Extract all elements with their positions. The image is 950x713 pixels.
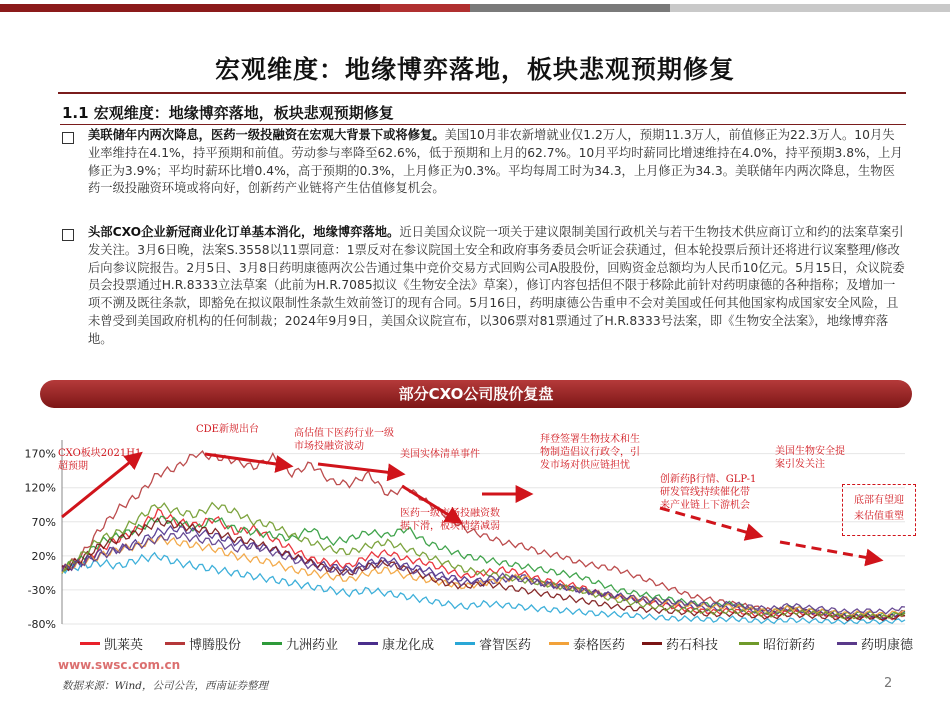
legend-swatch (739, 642, 759, 645)
annotation-box-line-2: 来估值重塑 (854, 511, 904, 522)
series-line-2 (62, 451, 905, 620)
legend-swatch (358, 642, 378, 645)
annotation-arrow (318, 464, 402, 474)
annotation-arrows (62, 454, 880, 560)
title-divider (58, 92, 906, 94)
y-tick-label: -30% (27, 583, 56, 597)
bullet-2-text: 近日美国众议院一项关于建议限制美国行政机关与若干生物技术供应商订立和约的法案草案引发关注。3月6日晚，法案S.3558以11票同意：1票反对在参议院国土安全和政府事务委员会听证会获通过，但本轮投票后预计还将进行议案整理/修改后向参议院报告。2月5日、3月8日药明康德两次公告通过集中竞价交易方式回购公司A股股份，回购资金总额均为人民币10亿元。5月15日，众议院委员会投票通过H.R.8333立法草案（此前为H.R.7085拟议《生物安全法》草案），修订内容包括但不限于移除此前针对药明康德的各种指称；及增加一项不溯及既往条款，即豁免在拟议限制性条款生效前签订的现有合同。5月16日，药明康德公告重申不会对美国或任何其他国家构成国家安全风险，且未曾受到美国政府机构的任何制裁；2024年9月9日，美国众议院宣布，以306票对81票通过了H.R.8333号法案，即《生物安全法案》，地缘博弈落地。 (88, 225, 905, 346)
annotation-text: 超预期 (58, 461, 88, 472)
section-subtitle: 1.1 宏观维度：地缘博弈落地，板块悲观预期修复 (62, 104, 394, 122)
legend-item (358, 634, 434, 653)
legend-item (739, 634, 815, 653)
y-tick-label: 20% (31, 549, 56, 563)
legend-item (455, 634, 531, 653)
page-title: 宏观维度：地缘博弈落地，板块悲观预期修复 (214, 55, 735, 84)
chart-banner: 部分CXO公司股价复盘 (40, 380, 912, 408)
bullet-checkbox-icon (62, 229, 74, 241)
y-tick-label: 170% (24, 447, 56, 461)
page-number: 2 (884, 676, 893, 691)
subtitle-underline (60, 124, 906, 125)
annotation-text: CXO板块2021H1 (58, 448, 142, 459)
website-watermark: www.swsc.com.cn (58, 658, 181, 672)
bullet-2-lead: 头部CXO企业新冠商业化订单基本消化，地缘博弈落地。 (88, 225, 400, 239)
legend-item (165, 634, 241, 653)
annotation-text: 物制造倡议行政令，引 (540, 447, 640, 458)
legend-item (80, 634, 143, 653)
annotation-text: 发市场对供应链担忧 (540, 460, 630, 471)
bullet-paragraph-2 (88, 224, 906, 349)
legend-swatch (549, 642, 569, 645)
y-tick-label: -80% (27, 618, 56, 631)
bullet-checkbox-icon (62, 132, 74, 144)
legend-label: 昭衍新药 (763, 638, 816, 653)
annotation-text: 拜登签署生物技术和生 (540, 434, 640, 445)
annotation-arrow (780, 542, 880, 560)
annotation-text: 美国实体清单事件 (400, 449, 480, 460)
legend-item (837, 634, 913, 653)
annotation-text: CDE新规出台 (196, 424, 259, 435)
annotation-text: 案引发关注 (775, 459, 825, 470)
legend-label: 凯莱英 (104, 638, 144, 653)
chart-legend (80, 634, 930, 656)
annotation-text: 高估值下医药行业一级 (294, 428, 394, 439)
bullet-1-lead: 美联储年内两次降息，医药一级投融资在宏观大背景下或将修复。 (88, 128, 445, 142)
y-tick-label: 70% (31, 515, 56, 529)
annotation-text: 研发管线持续催化带 (660, 487, 750, 498)
legend-label: 博腾股份 (189, 638, 242, 653)
bullet-1-text: 美国10月非农新增就业仅1.2万人，预期11.3万人，前值修正为22.3万人。10月失业率维持在4.1%，持平预期和前值。劳动参与率降至62.6%，低于预期和上月的62.7%。10月平均时薪同比增速维持在4.0%，持平预期3.8%，上月修正为3.9%；平均时薪环比增0.4%，高于预期的0.3%，上月修正为0.3%。平均每周工时为34.3，上月修正为34.3。美联储年内两次降息，生物医药一级投融资环境或将向好，创新药产业链将产生估值修复机会。 (88, 128, 903, 196)
y-axis-ticks (25, 448, 56, 631)
stock-chart (0, 412, 950, 662)
bullet-paragraph-1 (88, 127, 906, 198)
annotation-text: 来产业链上下游机会 (660, 500, 750, 511)
annotation-text: 市场投融资波动 (294, 441, 364, 452)
top-stripe (0, 0, 950, 18)
legend-swatch (837, 642, 857, 645)
data-source: 数据来源：Wind，公司公告，西南证券整理 (62, 680, 268, 692)
legend-label: 睿智医药 (479, 638, 532, 653)
legend-item (642, 634, 718, 653)
annotation-text: 医药一级市场投融资数 (400, 508, 500, 519)
chart-annotations (58, 422, 845, 532)
annotation-text: 美国生物安全提 (775, 446, 845, 457)
legend-swatch (80, 642, 100, 645)
legend-swatch (262, 642, 282, 645)
annotation-text: 创新药β行情、GLP-1 (660, 474, 757, 485)
legend-label: 泰格医药 (573, 638, 626, 653)
legend-label: 九洲药业 (286, 638, 339, 653)
annotation-box-line-1: 底部有望迎 (854, 495, 904, 506)
legend-swatch (642, 642, 662, 645)
legend-label: 药明康德 (861, 638, 914, 653)
legend-item (549, 634, 625, 653)
legend-label: 药石科技 (666, 638, 719, 653)
legend-label: 康龙化成 (382, 638, 435, 653)
annotation-text: 据下滑，板块情绪减弱 (400, 521, 500, 532)
annotation-box (842, 484, 916, 536)
legend-item (262, 634, 338, 653)
y-tick-label: 120% (24, 481, 56, 495)
legend-swatch (455, 642, 475, 645)
legend-swatch (165, 642, 185, 645)
chart-series (62, 451, 905, 624)
